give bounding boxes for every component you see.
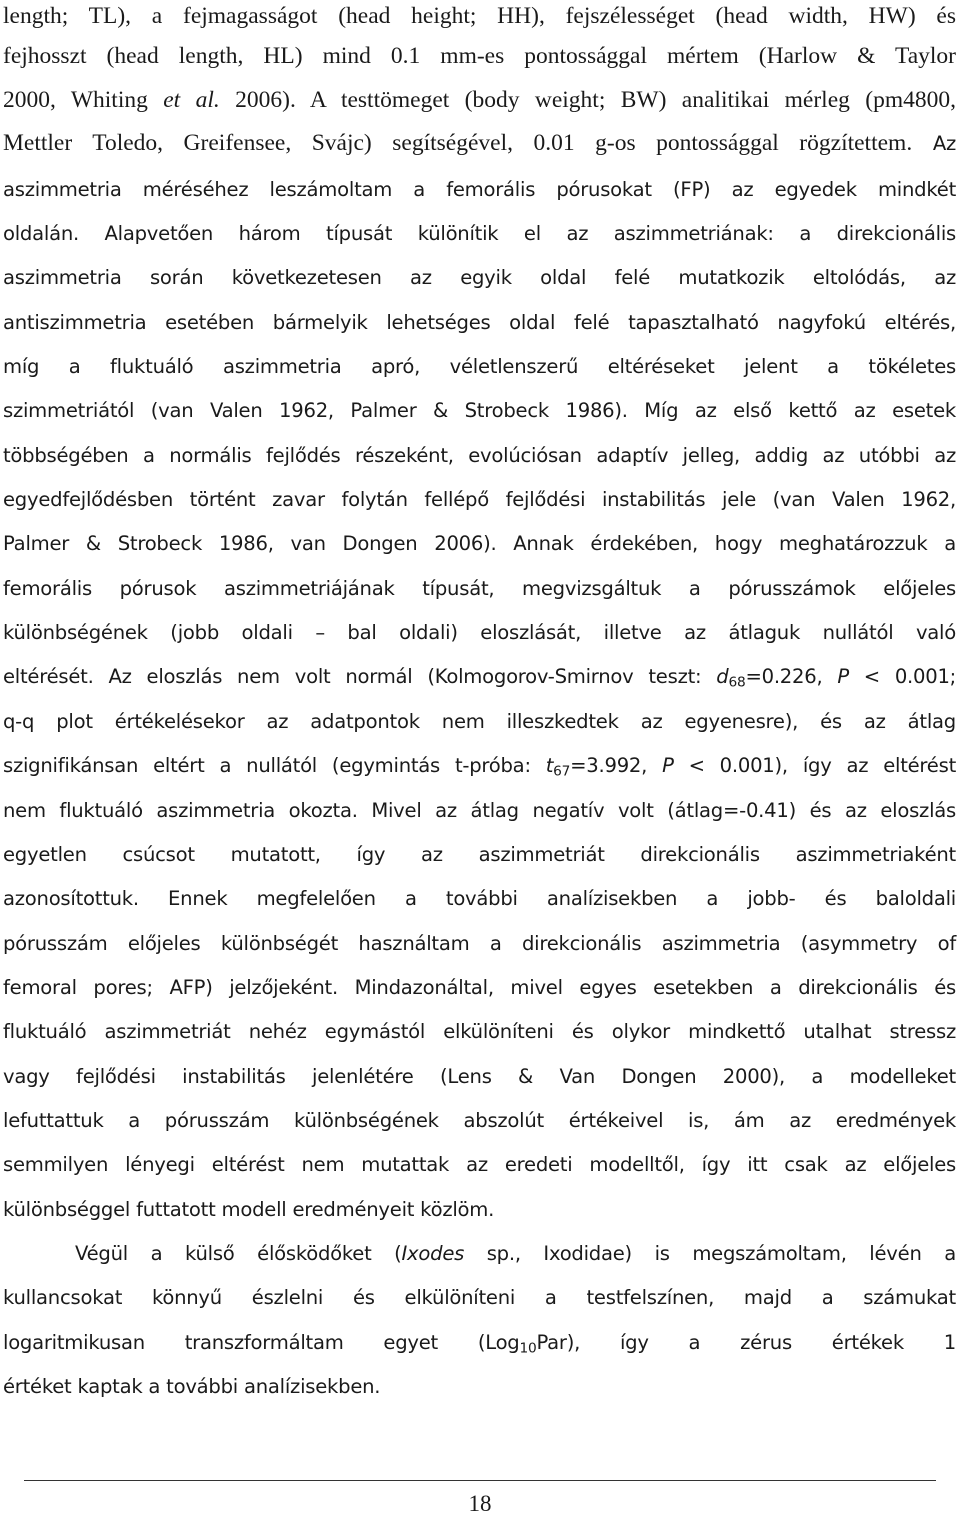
italic-text: P <box>662 754 674 777</box>
text-line <box>3 796 956 826</box>
text-segment: eltérését. Az eloszlás nem volt normál (Kolmogorov-Smirnov teszt: <box>3 665 717 688</box>
text-line <box>3 1150 956 1180</box>
text-line <box>3 1106 956 1136</box>
text-line <box>3 1195 956 1225</box>
subscript-text: 68 <box>728 674 746 691</box>
text-line <box>3 529 956 559</box>
text-line <box>3 128 956 158</box>
text-line <box>3 441 956 471</box>
text-segment: length; TL), a fejmagasságot (head height; HH), fejszélességet (head width, HW) és <box>3 3 956 29</box>
text-line <box>3 396 956 426</box>
text-segment: aszimmetria méréséhez leszámoltam a femorális pórusokat (FP) az egyedek mindkét <box>3 178 956 201</box>
subscript-text: 10 <box>519 1340 537 1357</box>
text-segment: Az <box>912 132 957 155</box>
text-segment: aszimmetria során következetesen az egyik oldal felé mutatkozik eltolódás, az <box>3 266 956 289</box>
text-line <box>3 973 956 1003</box>
text-segment: fejhosszt (head length, HL) mind 0.1 mm-es pontossággal mértem (Harlow & Taylor <box>3 43 956 69</box>
text-line <box>3 175 956 205</box>
text-line <box>3 219 956 249</box>
italic-text: Ixodes <box>401 1242 465 1265</box>
text-segment: 2000, Whiting <box>3 87 164 113</box>
text-line <box>3 1328 956 1358</box>
text-segment: többségében a normális fejlődés részeként, evolúciósan adaptív jelleg, addig az utóbbi az <box>3 444 956 467</box>
subscript-text: 67 <box>553 763 571 780</box>
text-line <box>3 485 956 515</box>
text-line <box>3 574 956 604</box>
text-line <box>75 1239 956 1269</box>
text-segment: Mettler Toledo, Greifensee, Svájc) segítségével, 0.01 g-os pontossággal rögzítettem. <box>3 130 913 156</box>
text-segment: femoral pores; AFP) jelzőjeként. Mindazonáltal, mivel egyes esetekben a direkcionális és <box>3 976 956 999</box>
text-segment: q-q plot értékelésekor az adatpontok nem illeszkedtek az egyenesre), és az átlag <box>3 710 956 733</box>
text-segment: azonosítottuk. Ennek megfelelően a további analízisekben a jobb- és baloldali <box>3 887 956 910</box>
text-segment: < 0.001), így az eltérést <box>673 754 956 777</box>
footer-divider <box>24 1480 936 1481</box>
text-segment: Végül a külső élősködőket ( <box>75 1242 402 1265</box>
text-line <box>3 1372 956 1402</box>
text-segment: lefuttattuk a pórusszám különbségének abszolút értékeivel is, ám az eredmények <box>3 1109 956 1132</box>
text-line <box>3 1017 956 1047</box>
text-segment: semmilyen lényegi eltérést nem mutattak az eredeti modelltől, így itt csak az előjeles <box>3 1153 956 1176</box>
text-line <box>3 751 956 781</box>
text-line <box>3 1 956 31</box>
text-line <box>3 308 956 338</box>
text-segment: logaritmikusan transzformáltam egyet (Log <box>3 1331 520 1354</box>
page-number: 18 <box>468 1491 492 1516</box>
text-segment: egyetlen csúcsot mutatott, így az aszimmetriát direkcionális aszimmetriaként <box>3 843 956 866</box>
text-segment: oldalán. Alapvetően három típusát különítik el az aszimmetriának: a direkcionális <box>3 222 956 245</box>
text-segment: =0.226, <box>745 665 838 688</box>
text-line <box>3 884 956 914</box>
text-segment: Palmer & Strobeck 1986, van Dongen 2006). Annak érdekében, hogy meghatározzuk a <box>3 532 956 555</box>
text-line <box>3 263 956 293</box>
text-segment: =3.992, <box>570 754 663 777</box>
text-segment: vagy fejlődési instabilitás jelenlétére (Lens & Van Dongen 2000), a modelleket <box>3 1065 956 1088</box>
text-segment: nem fluktuáló aszimmetria okozta. Mivel az átlag negatív volt (átlag=-0.41) és az eloszlás <box>3 799 956 822</box>
text-line <box>3 41 956 71</box>
text-segment: szignifikánsan eltért a nullától (egymintás t-próba: <box>3 754 546 777</box>
text-line <box>3 618 956 648</box>
italic-text: et al. <box>163 87 220 113</box>
text-segment: míg a fluktuáló aszimmetria apró, véletlenszerű eltéréseket jelent a tökéletes <box>3 355 956 378</box>
italic-text: d <box>716 665 729 688</box>
text-line <box>3 707 956 737</box>
text-segment: fluktuáló aszimmetriát nehéz egymástól elkülöníteni és olykor mindkettő utalhat stressz <box>3 1020 956 1043</box>
text-line <box>3 662 956 692</box>
text-segment: < 0.001; <box>848 665 957 688</box>
text-line <box>3 1062 956 1092</box>
text-segment: antiszimmetria esetében bármelyik lehetséges oldal felé tapasztalható nagyfokú eltérés, <box>3 311 956 334</box>
italic-text: t <box>545 754 554 777</box>
text-segment: különbséggel futtatott modell eredményeit közlöm. <box>3 1198 495 1221</box>
text-segment: szimmetriától (van Valen 1962, Palmer & Strobeck 1986). Míg az első kettő az esetek <box>3 399 956 422</box>
text-line <box>3 352 956 382</box>
italic-text: P <box>837 665 849 688</box>
text-line <box>3 85 956 115</box>
text-segment: különbségének (jobb oldali – bal oldali) eloszlását, illetve az átlaguk nullától való <box>3 621 956 644</box>
text-segment: sp., Ixodidae) is megszámoltam, lévén a <box>464 1242 956 1265</box>
text-line <box>3 1283 956 1313</box>
text-segment: 2006). A testtömeget (body weight; BW) analitikai mérleg (pm4800, <box>219 87 956 113</box>
text-line <box>3 840 956 870</box>
text-segment: femorális pórusok aszimmetriájának típusát, megvizsgáltuk a pórusszámok előjeles <box>3 577 956 600</box>
text-segment: egyedfejlődésben történt zavar folytán fellépő fejlődési instabilitás jele (van Valen 1962, <box>3 488 956 511</box>
text-segment: Par), így a zérus értékek 1 <box>536 1331 956 1354</box>
text-line <box>3 929 956 959</box>
text-segment: értéket kaptak a további analízisekben. <box>3 1375 381 1398</box>
text-segment: pórusszám előjeles különbségét használtam a direkcionális aszimmetria (asymmetry of <box>3 932 956 955</box>
text-segment: kullancsokat könnyű észlelni és elkülöníteni a testfelszínen, majd a számukat <box>3 1286 956 1309</box>
